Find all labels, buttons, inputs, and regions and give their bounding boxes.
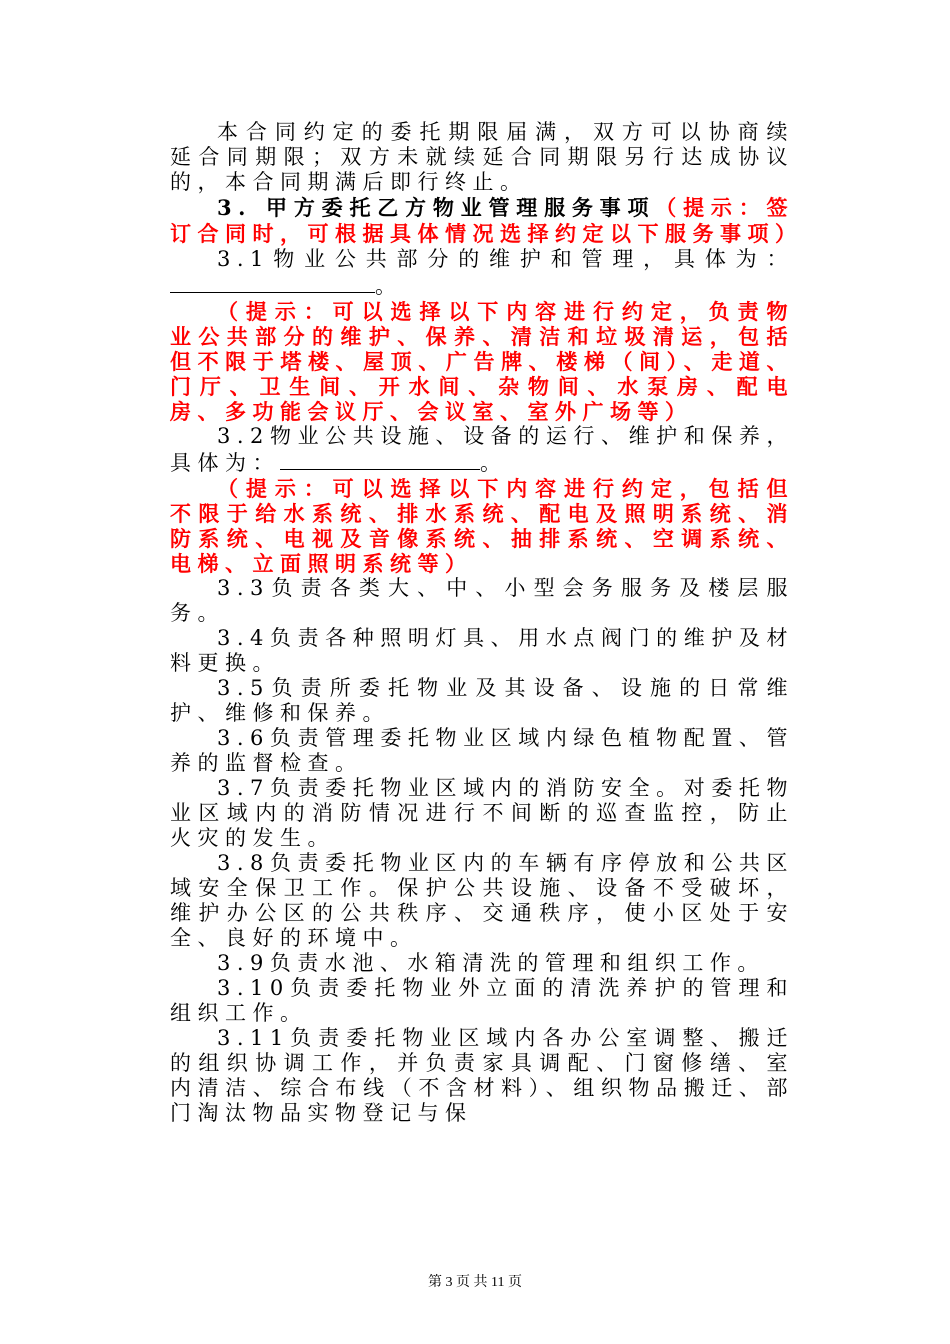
item-number: 3.8 — [217, 851, 270, 875]
item-3-4 — [170, 626, 794, 676]
item-3-11 — [170, 1026, 794, 1126]
item-end: 。 — [480, 451, 508, 475]
section-3-title: 3. 甲方委托乙方物业管理服务事项 — [217, 195, 656, 220]
item-number: 3.1 — [217, 247, 270, 271]
item-3-1 — [170, 247, 794, 299]
item-3-2 — [170, 424, 794, 476]
item-3-1-hint: （提示：可以选择以下内容进行约定，负责物业公共部分的维护、保养、清洁和垃圾清运，包括但不限于塔楼、屋顶、广告牌、楼梯（间）、走道、门厅、卫生间、开水间、杂物间、水泵房、配电房、多功能会议厅、会议室、室外广场等） — [170, 299, 794, 424]
item-text: 负责管理委托物业区域内绿色植物配置、管养的监督检查。 — [170, 726, 794, 775]
document-page — [170, 120, 803, 1126]
item-number: 3.10 — [217, 976, 290, 1000]
item-text: 物业公共设施、设备的运行、维护和保养，具体为： — [170, 424, 794, 475]
fill-in-blank[interactable] — [170, 272, 375, 293]
item-number: 3.9 — [217, 951, 270, 975]
item-3-6 — [170, 726, 794, 776]
item-3-7 — [170, 776, 794, 851]
item-text: 物业公共部分的维护和管理，具体为： — [269, 247, 794, 271]
item-3-10 — [170, 976, 794, 1026]
item-number: 3.3 — [217, 576, 270, 600]
item-3-8 — [170, 851, 794, 951]
item-text: 负责委托物业区域内的消防安全。对委托物业区域内的消防情况进行不间断的巡查监控，防止火灾的发生。 — [170, 776, 794, 850]
item-text: 负责委托物业区内的车辆有序停放和公共区域安全保卫工作。保护公共设施、设备不受破坏，维护办公区的公共秩序、交通秩序，使小区处于安全、良好的环境中。 — [170, 851, 794, 950]
item-text: 负责各种照明灯具、用水点阀门的维护及材料更换。 — [170, 626, 794, 675]
section-3-heading — [170, 195, 803, 247]
item-number: 3.2 — [217, 424, 270, 448]
item-end: 。 — [375, 274, 403, 298]
section-3-hint: （提示：签订合同时，可根据具体情况选择约定以下服务事项） — [170, 195, 803, 246]
contract-term-paragraph: 本合同约定的委托期限届满，双方可以协商续延合同期限；双方未就续延合同期限另行达成协议的，本合同期满后即行终止。 — [170, 120, 794, 194]
item-text: 负责各类大、中、小型会务服务及楼层服务。 — [170, 576, 794, 625]
item-text: 负责所委托物业及其设备、设施的日常维护、维修和保养。 — [170, 676, 794, 725]
item-text: 负责水池、水箱清洗的管理和组织工作。 — [269, 951, 765, 975]
item-number: 3.6 — [217, 726, 270, 750]
item-3-5 — [170, 676, 794, 726]
item-number: 3.7 — [217, 776, 270, 800]
item-text: 负责委托物业外立面的清洗养护的管理和组织工作。 — [170, 976, 794, 1025]
page-footer: 第 3 页 共 11 页 — [428, 1275, 522, 1290]
item-number: 3.11 — [217, 1026, 290, 1050]
item-3-9 — [170, 951, 794, 976]
item-number: 3.5 — [217, 676, 270, 700]
fill-in-blank[interactable] — [280, 449, 480, 470]
item-text: 负责委托物业区域内各办公室调整、搬迁的组织协调工作，并负责家具调配、门窗修缮、室内清洁、综合布线（不含材料）、组织物品搬迁、部门淘汰物品实物登记与保 — [170, 1026, 794, 1125]
item-3-2-hint: （提示：可以选择以下内容进行约定，包括但不限于给水系统、排水系统、配电及照明系统、消防系统、电视及音像系统、抽排系统、空调系统、电梯、立面照明系统等） — [170, 476, 794, 576]
item-number: 3.4 — [217, 626, 270, 650]
item-3-3 — [170, 576, 794, 626]
